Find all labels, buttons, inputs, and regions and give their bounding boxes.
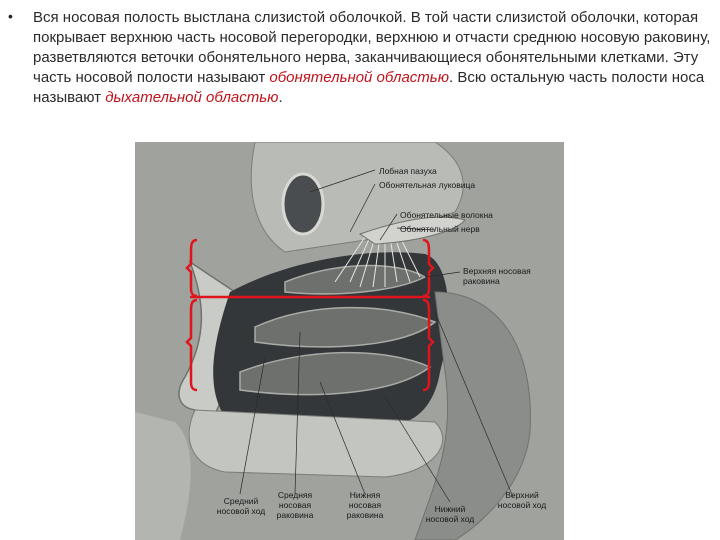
label-olfactory-bulb: Обонятельная луковица <box>379 180 476 190</box>
label-olfactory-fibers: Обонятельные волокна <box>400 210 493 220</box>
para-text-1: Вся носовая полость выстлана слизистой оболочкой. В той части слизистой оболочки, которая покрывает верхнюю часть носовой перегородки, верхнюю и отчасти среднюю носовую раковину, разветвляются веточки обонятельного нерва, заканчивающиеся обонятельными клетками. Эту часть носовой полости называют <box>33 9 711 86</box>
label-inferior-concha-line3: раковина <box>346 510 384 520</box>
label-middle-concha <box>265 490 325 520</box>
label-superior-concha-line1: Верхняя носовая <box>463 266 531 276</box>
label-inferior-meatus <box>415 504 485 524</box>
label-inferior-meatus-line1: Нижний <box>434 504 466 514</box>
label-middle-concha-line2: носовая <box>278 500 312 510</box>
respiratory-region-term: дыхательной областью <box>105 89 279 106</box>
body-paragraph <box>33 8 713 108</box>
label-superior-meatus-line1: Верхний <box>505 490 539 500</box>
label-inferior-meatus-line2: носовой ход <box>425 514 475 524</box>
label-inferior-concha <box>335 490 395 520</box>
nasal-cavity-drawing <box>135 142 564 540</box>
label-superior-meatus <box>487 490 557 510</box>
label-middle-concha-line3: раковина <box>276 510 314 520</box>
label-superior-concha-line2: раковина <box>463 276 500 286</box>
label-inferior-concha-line1: Нижняя <box>349 490 381 500</box>
para-text-3: . <box>278 89 283 106</box>
para-text-2: . Всю остальную часть полости носа называют <box>33 69 705 106</box>
list-bullet: • <box>8 8 13 24</box>
label-middle-concha-line1: Средняя <box>277 490 313 500</box>
olfactory-region-term: обонятельной областью <box>269 69 449 86</box>
label-superior-meatus-line2: носовой ход <box>497 500 547 510</box>
label-middle-meatus-line1: Средний <box>223 496 259 506</box>
label-olfactory-nerve: Обонятельный нерв <box>400 224 480 234</box>
label-frontal-sinus: Лобная пазуха <box>379 166 437 176</box>
label-superior-concha <box>463 266 531 286</box>
label-middle-meatus-line2: носовой ход <box>216 506 266 516</box>
nasal-cavity-illustration <box>135 142 564 540</box>
label-inferior-concha-line2: носовая <box>348 500 382 510</box>
